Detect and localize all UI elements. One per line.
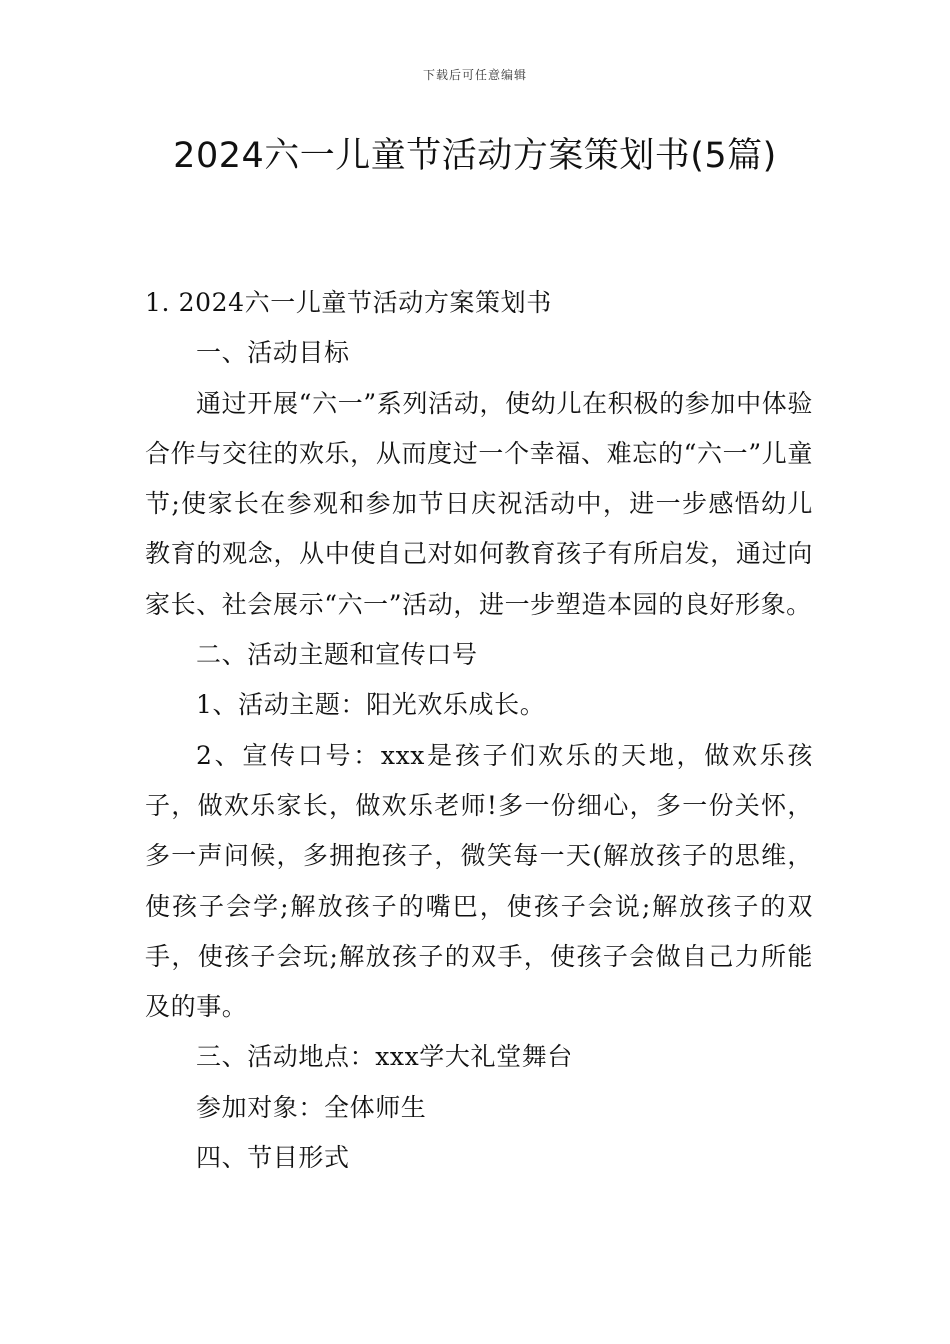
header-note: 下载后可任意编辑 [422, 68, 527, 82]
document-title: 2024六一儿童节活动方案策划书(5篇) [173, 136, 777, 176]
paragraph-slogan: 2、宣传口号：xxx是孩子们欢乐的天地，做欢乐孩子，做欢乐家长，做欢乐老师!多一份细心，多一份关怀，多一声问候，多拥抱孩子，微笑每一天(解放孩子的思维，使孩子会学;解放孩子的嘴巴，使孩子会说;解放孩子的双手，使孩子会玩;解放孩子的双手，使孩子会做自己力所能及的事。 [145, 740, 813, 1022]
subheading-location: 三、活动地点：xxx学大礼堂舞台 [196, 1042, 573, 1072]
paragraph-theme: 1、活动主题：阳光欢乐成长。 [196, 690, 546, 720]
subheading-theme-slogan: 二、活动主题和宣传口号 [196, 640, 478, 670]
subheading-program-format: 四、节目形式 [196, 1143, 350, 1173]
paragraph-activity-goal: 通过开展“六一”系列活动，使幼儿在积极的参加中体验合作与交往的欢乐，从而度过一个幸福、难忘的“六一”儿童节;使家长在参观和参加节日庆祝活动中，进一步感悟幼儿教育的观念，从中使自己对如何教育孩子有所启发，通过向家长、社会展示“六一”活动，进一步塑造本园的良好形象。 [145, 388, 813, 619]
document-body [145, 278, 813, 1183]
subheading-activity-goal: 一、活动目标 [196, 338, 350, 368]
paragraph-participants: 参加对象：全体师生 [196, 1092, 427, 1122]
section-heading-1: 1. 2024六一儿童节活动方案策划书 [145, 288, 552, 317]
